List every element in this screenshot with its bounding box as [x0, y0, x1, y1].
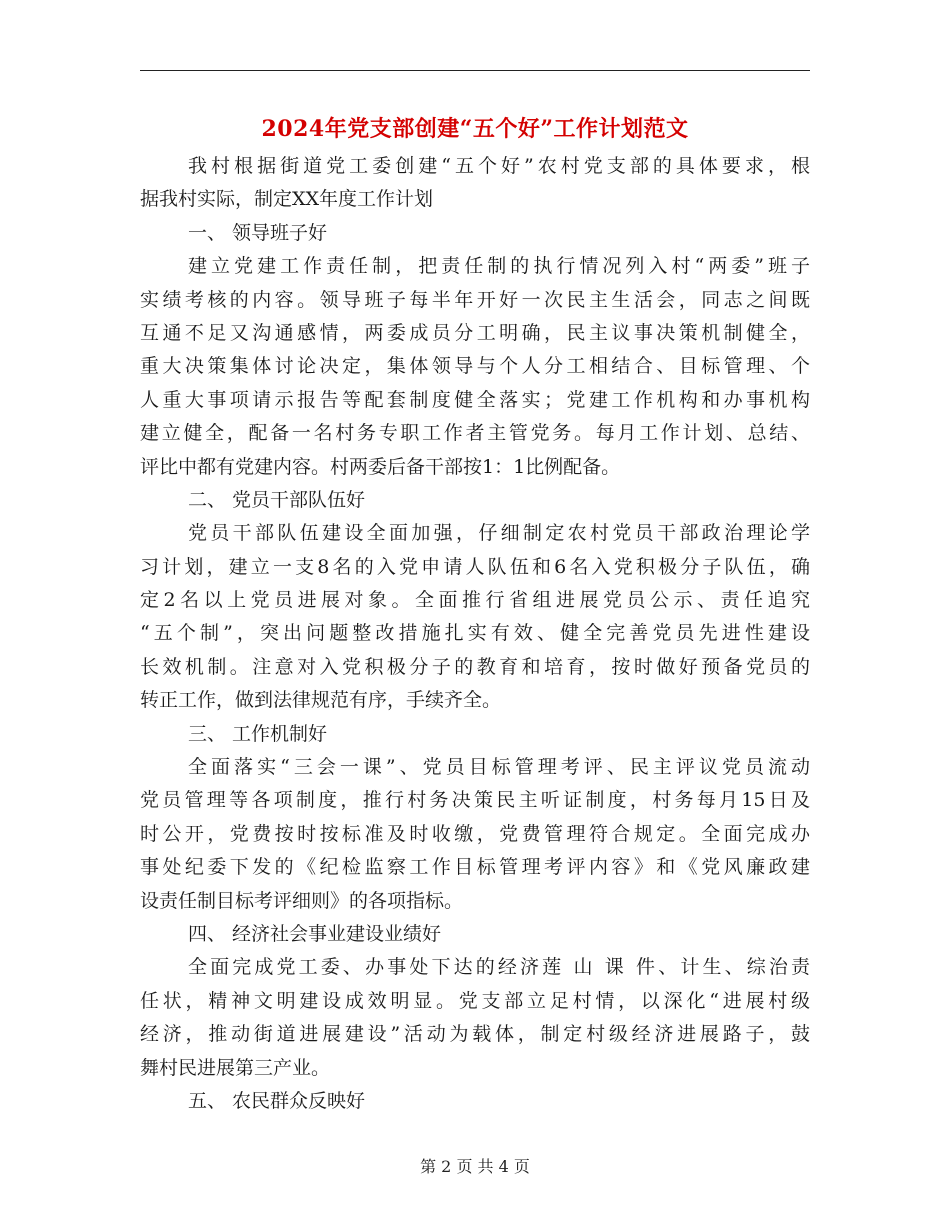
paragraph-line: 互通不足又沟通感情，两委成员分工明确，民主议事决策机制健全， — [140, 321, 810, 344]
paragraph-line: 党员干部队伍建设全面加强，仔细制定农村党员干部政治理论学 — [188, 522, 810, 545]
paragraph-line: 舞村民进展第三产业。 — [140, 1056, 331, 1079]
paragraph-line: 定2名以上党员进展对象。全面推行省组进展党员公示、责任追究 — [140, 589, 810, 612]
page-footer: 第 2 页 共 4 页 — [420, 1157, 530, 1176]
section-heading: 四、 经济社会事业建设业绩好 — [188, 922, 442, 945]
paragraph-line: 我村根据街道党工委创建“五个好”农村党支部的具体要求，根 — [188, 155, 810, 177]
paragraph-line: 评比中都有党建内容。村两委后备干部按1：1比例配备。 — [140, 455, 621, 478]
paragraph-line: 时公开，党费按时按标准及时收缴，党费管理符合规定。全面完成办 — [140, 822, 810, 845]
paragraph-line: 事处纪委下发的《纪检监察工作目标管理考评内容》和《党风廉政建 — [140, 856, 810, 879]
paragraph-line: 建立健全，配备一名村务专职工作者主管党务。每月工作计划、总结、 — [140, 422, 810, 445]
paragraph-line: “五个制”，突出问题整改措施扎实有效、健全完善党员先进性建设 — [140, 622, 810, 645]
header-rule — [140, 70, 810, 71]
paragraph-line: 党员管理等各项制度，推行村务决策民主听证制度，村务每月15日及 — [140, 789, 810, 812]
paragraph-line: 人重大事项请示报告等配套制度健全落实；党建工作机构和办事机构 — [140, 388, 810, 411]
paragraph-line: 长效机制。注意对入党积极分子的教育和培育，按时做好预备党员的 — [140, 655, 810, 678]
section-heading: 五、 农民群众反映好 — [188, 1089, 366, 1112]
paragraph-line: 转正工作，做到法律规范有序，手续齐全。 — [140, 689, 502, 712]
paragraph-line: 据我村实际，制定XX年度工作计划 — [140, 188, 434, 211]
section-heading: 二、 党员干部队伍好 — [188, 488, 366, 511]
paragraph-line: 全面完成党工委、办事处下达的经济莲 山 课 件、计生、综治责 — [188, 956, 810, 979]
paragraph-line: 经济，推动街道进展建设”活动为载体，制定村级经济进展路子，鼓 — [140, 1023, 810, 1046]
paragraph-line: 全面落实“三会一课”、党员目标管理考评、民主评议党员流动 — [188, 756, 810, 779]
paragraph-line: 重大决策集体讨论决定，集体领导与个人分工相结合、目标管理、个 — [140, 355, 810, 378]
section-heading: 一、 领导班子好 — [188, 221, 328, 244]
document-title: 2024年党支部创建“五个好”工作计划范文 — [261, 116, 689, 142]
paragraph-line: 实绩考核的内容。领导班子每半年开好一次民主生活会，同志之间既 — [140, 288, 810, 311]
paragraph-line: 设责任制目标考评细则》的各项指标。 — [140, 889, 464, 912]
document-body — [140, 150, 810, 1118]
paragraph-line: 任状，精神文明建设成效明显。党支部立足村情，以深化“进展村级 — [140, 989, 810, 1012]
paragraph-line: 习计划，建立一支8名的入党申请人队伍和6名入党积极分子队伍，确 — [140, 555, 810, 578]
paragraph-line: 建立党建工作责任制，把责任制的执行情况列入村“两委”班子 — [188, 255, 810, 278]
section-heading: 三、 工作机制好 — [188, 722, 328, 745]
